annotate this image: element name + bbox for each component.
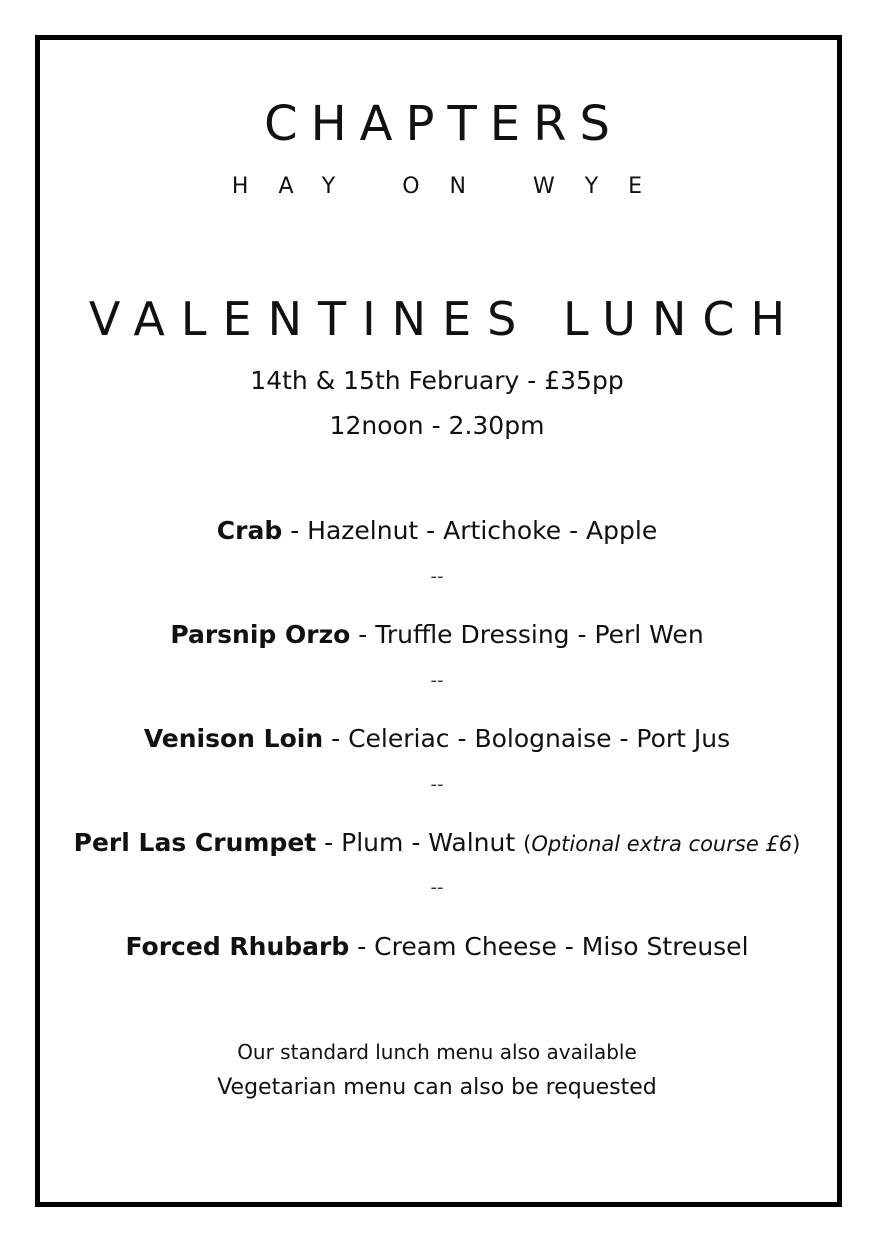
optional-note-text: Optional extra course £6 [531, 832, 793, 856]
course-dish: Venison Loin [143, 724, 324, 753]
course-dish: Perl Las Crumpet [73, 828, 317, 857]
course-item [0, 722, 874, 756]
course-item [0, 930, 874, 964]
standard-menu-note: Our standard lunch menu also available [237, 1040, 637, 1064]
course-item [0, 618, 874, 652]
restaurant-name: CHAPTERS [264, 96, 623, 152]
course-details: - Cream Cheese - Miso Streusel [349, 932, 749, 961]
course-separator: -- [430, 877, 444, 898]
course-dish: Forced Rhubarb [125, 932, 350, 961]
event-time: 12noon - 2.30pm [329, 411, 545, 440]
event-date-price: 14th & 15th February - £35pp [250, 366, 624, 395]
optional-note: (Optional extra course £6) [523, 832, 801, 856]
course-separator: -- [430, 566, 444, 587]
course-details: - Truffle Dressing - Perl Wen [350, 620, 704, 649]
course-item [0, 514, 874, 548]
course-details: - Celeriac - Bolognaise - Port Jus [323, 724, 731, 753]
course-dish: Parsnip Orzo [170, 620, 351, 649]
course-details: - Plum - Walnut [316, 828, 524, 857]
course-item [0, 826, 874, 860]
vegetarian-menu-note: Vegetarian menu can also be requested [217, 1075, 657, 1100]
course-separator: -- [430, 774, 444, 795]
event-title: VALENTINES LUNCH [88, 292, 802, 346]
course-separator: -- [430, 670, 444, 691]
course-details: - Hazelnut - Artichoke - Apple [282, 516, 658, 545]
restaurant-location: HAY ON WYE [231, 174, 673, 199]
course-dish: Crab [216, 516, 283, 545]
